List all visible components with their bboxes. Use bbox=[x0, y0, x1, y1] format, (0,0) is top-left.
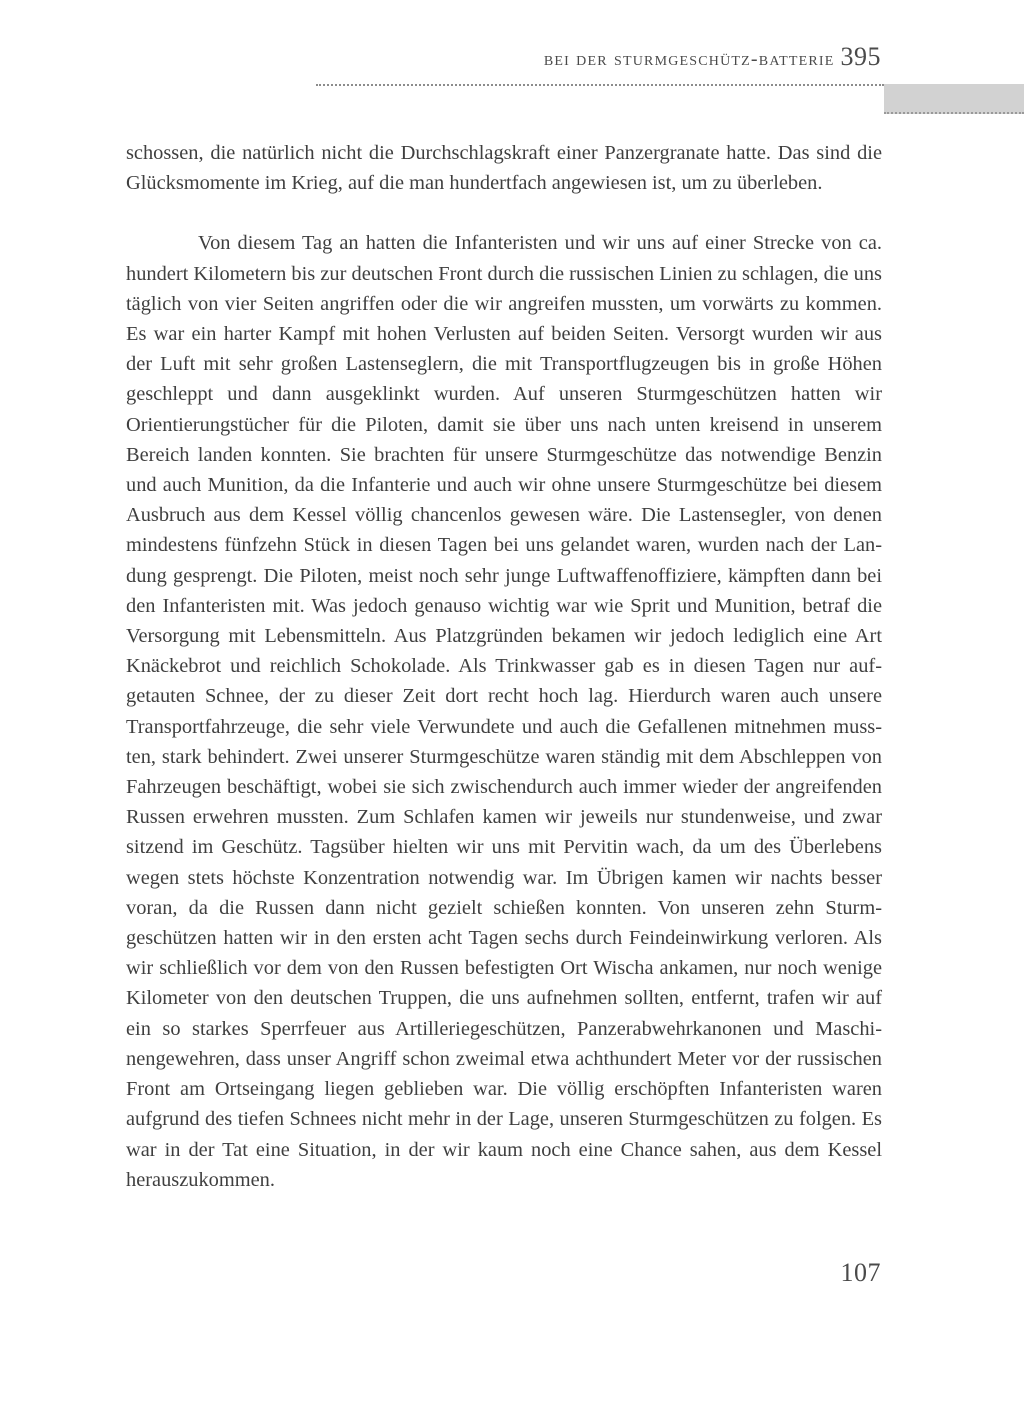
body-text bbox=[126, 138, 882, 1195]
page-edge-tab-dotted-rule bbox=[884, 112, 1024, 114]
running-head bbox=[544, 44, 881, 70]
running-head-title: bei der sturmgeschütz-batterie bbox=[543, 48, 835, 70]
header-dotted-rule bbox=[316, 84, 884, 86]
running-head-page-number: 395 bbox=[840, 42, 881, 71]
paragraph-main: Von diesem Tag an hatten die Infanteristen und wir uns auf einer Strecke von ca. hundert Kilometern bis zur deutschen Front durch die russischen Linien zu schlagen, die uns täglich von vier Seiten angriffen oder die wir angreifen mussten, um vorwärts zu kommen. Es war ein harter Kampf mit hohen Verlusten auf beiden Seiten. Versorgt wurden wir aus der Luft mit sehr großen Lastenseglern, die mit Transportflugzeugen bis in große Höhen geschleppt und dann ausgeklinkt wurden. Auf unseren Sturmgeschützen hatten wir Orientierungstücher für die Piloten, damit sie über uns nach unten kreisend in unserem Bereich landen konnten. Sie brachten für unsere Sturmgeschütze das notwendige Benzin und auch Munition, da die Infanterie und auch wir ohne unsere Sturmgeschütze bei diesem Ausbruch aus dem Kessel völlig chancenlos gewesen wäre. Die Lastensegler, von denen mindestens fünfzehn Stück in diesen Tagen bei uns gelandet waren, wurden nach der Landung gesprengt. Die Piloten, meist noch sehr junge Luftwaffenoffiziere, kämpften dann bei den Infanteristen mit. Was jedoch genauso wichtig war wie Sprit und Munition, betraf die Versorgung mit Lebensmitteln. Aus Platzgründen bekamen wir jedoch lediglich eine Art Knäckebrot und reichlich Schokolade. Als Trinkwasser gab es in diesen Tagen nur aufgetauten Schnee, der zu dieser Zeit dort recht hoch lag. Hierdurch waren auch unsere Transportfahrzeuge, die sehr viele Verwundete und auch die Gefallenen mitnehmen mussten, stark behindert. Zwei unserer Sturmgeschütze waren ständig mit dem Abschleppen von Fahrzeugen beschäftigt, wobei sie sich zwischendurch auch immer wieder der angreifenden Russen erwehren mussten. Zum Schlafen kamen wir jeweils nur stundenweise, und zwar sitzend im Geschütz. Tagsüber hielten wir uns mit Pervitin wach, da um des Überlebens wegen stets höchste Konzentration notwendig war. Im Übrigen kamen wir nachts besser voran, da die Russen dann nicht gezielt schießen konnten. Von unseren zehn Sturmgeschützen hatten wir in den ersten acht Tagen sechs durch Feindeinwirkung verloren. Als wir schließlich vor dem von den Russen befestigten Ort Wischa ankamen, nur noch wenige Kilometer von den deutschen Truppen, die uns aufnehmen sollten, entfernt, trafen wir auf ein so starkes Sperrfeuer aus Artilleriegeschützen, Panzerabwehrkanonen und Maschinengewehren, dass unser Angriff schon zweimal etwa achthundert Meter vor der russischen Front am Ortseingang liegen geblieben war. Die völlig erschöpften Infanteristen waren aufgrund des tiefen Schnees nicht mehr in der Lage, unseren Sturmgeschützen zu folgen. Es war in der Tat eine Situation, in der wir kaum noch eine Chance sahen, aus dem Kessel herauszukommen. bbox=[126, 232, 882, 1191]
page-edge-tab bbox=[884, 84, 1024, 114]
folio-page-number: 107 bbox=[840, 1258, 881, 1287]
paragraph-continuation: schossen, die natürlich nicht die Durchschlagskraft einer Panzergranate hatte. Das sind die Glücksmomente im Krieg, auf die man hundertfach angewiesen ist, um zu überleben. bbox=[126, 142, 882, 195]
